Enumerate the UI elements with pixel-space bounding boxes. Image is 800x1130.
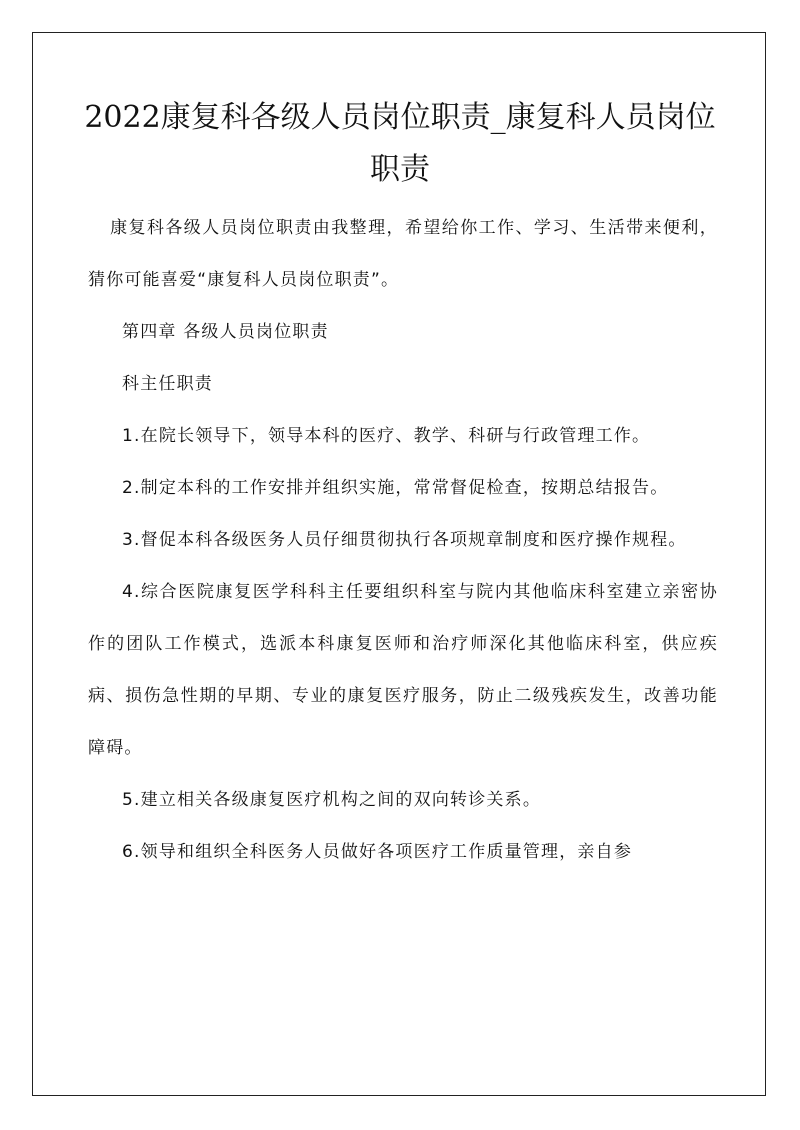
- document-body: [88, 202, 718, 878]
- duty-item-2: 2.制定本科的工作安排并组织实施，常常督促检查，按期总结报告。: [122, 478, 669, 498]
- duty-item-6: 6.领导和组织全科医务人员做好各项医疗工作质量管理，亲自参: [122, 842, 633, 862]
- duty-item-1: 1.在院长领导下，领导本科的医疗、教学、科研与行政管理工作。: [122, 426, 651, 446]
- section-heading: 科主任职责: [122, 374, 213, 394]
- duty-item-3: 3.督促本科各级医务人员仔细贯彻执行各项规章制度和医疗操作规程。: [122, 530, 687, 550]
- document-title: 2022康复科各级人员岗位职责_康复科人员岗位职责: [84, 100, 716, 187]
- intro-paragraph: 康复科各级人员岗位职责由我整理，希望给你工作、学习、生活带来便利，猜你可能喜爱“康复科人员岗位职责”。: [88, 218, 718, 290]
- duty-item-4: 4.综合医院康复医学科科主任要组织科室与院内其他临床科室建立亲密协作的团队工作模式，选派本科康复医师和治疗师深化其他临床科室，供应疾病、损伤急性期的早期、专业的康复医疗服务，防止二级残疾发生，改善功能障碍。: [88, 582, 718, 758]
- duty-item-5: 5.建立相关各级康复医疗机构之间的双向转诊关系。: [122, 790, 542, 810]
- chapter-heading: 第四章 各级人员岗位职责: [122, 322, 329, 342]
